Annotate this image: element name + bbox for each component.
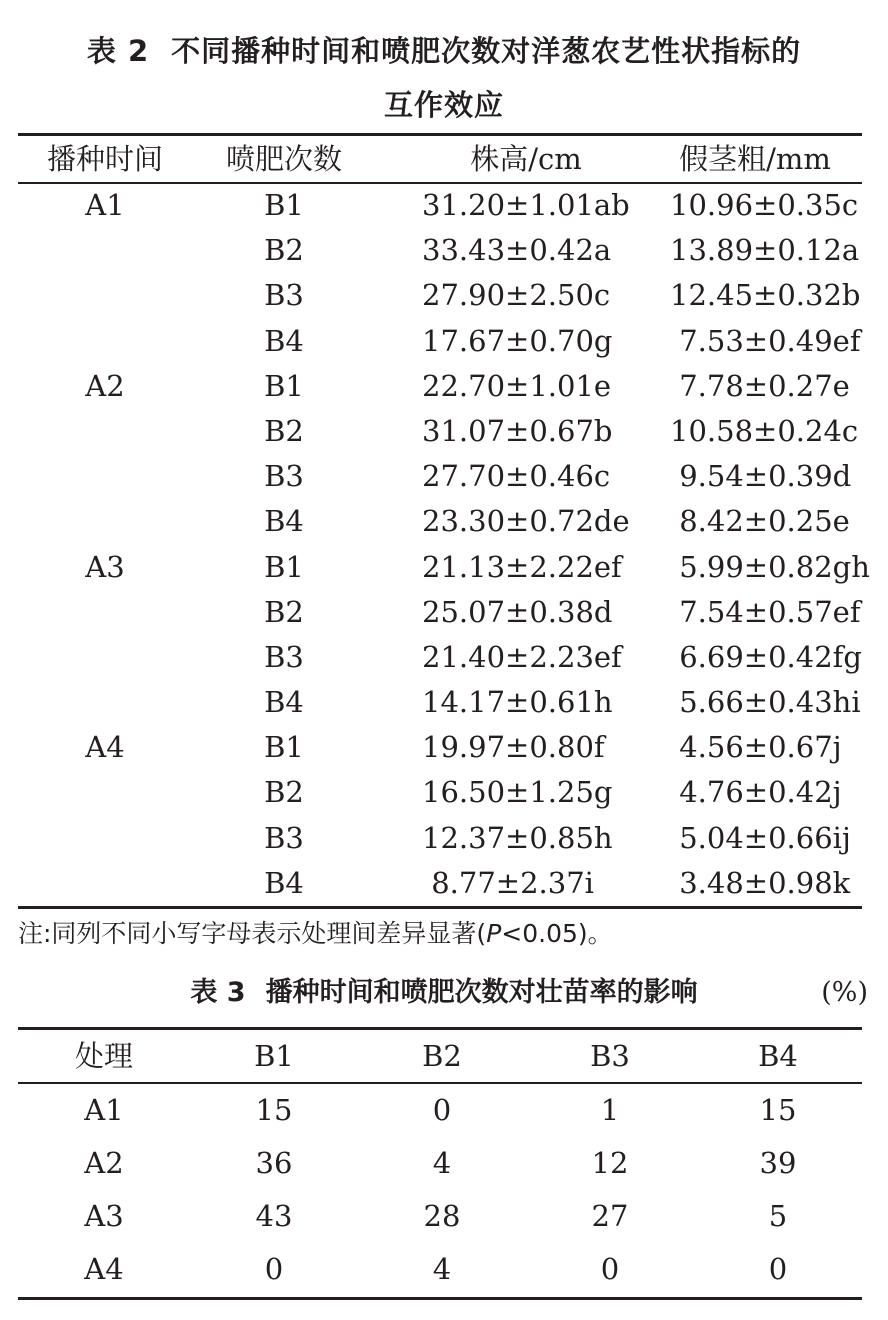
table2-row <box>18 228 862 273</box>
pseudostem-cell: 7.53±0.49ef <box>670 323 861 358</box>
table3-row <box>18 1084 862 1137</box>
rate-cell: 4 <box>432 1252 452 1286</box>
plant-height-cell: 19.97±0.80f <box>422 730 605 765</box>
spray-times-cell: B4 <box>264 323 304 358</box>
table3-header-row <box>18 1030 862 1082</box>
rate-cell: 43 <box>255 1199 293 1233</box>
note-p-symbol: P <box>486 919 502 948</box>
plant-height-cell: 27.90±2.50c <box>422 278 611 313</box>
pseudostem-cell: 5.04±0.66ij <box>670 820 851 855</box>
plant-height-cell: 21.13±2.22ef <box>422 549 622 584</box>
rate-cell: 5 <box>768 1199 788 1233</box>
plant-height-cell: 8.77±2.37i <box>422 865 594 900</box>
sowing-time-cell: A1 <box>85 188 125 222</box>
rate-cell: 1 <box>600 1093 620 1127</box>
note-prefix: 注:同列不同小写字母表示处理间差异显著( <box>18 919 487 948</box>
rate-cell: 15 <box>255 1093 293 1127</box>
pseudostem-cell: 13.89±0.12a <box>670 233 860 268</box>
pseudostem-cell: 6.69±0.42fg <box>670 639 862 674</box>
table2-row <box>18 635 862 680</box>
pseudostem-cell: 5.99±0.82gh <box>670 549 870 584</box>
treatment-cell: A4 <box>84 1252 124 1286</box>
rate-cell: 12 <box>591 1146 629 1180</box>
table2-row <box>18 409 862 454</box>
table2-title-line1 <box>0 24 888 78</box>
treatment-cell: A1 <box>84 1093 124 1127</box>
spray-times-cell: B1 <box>264 188 304 222</box>
rate-cell: 0 <box>600 1252 620 1286</box>
plant-height-cell: 22.70±1.01e <box>422 368 612 403</box>
plant-height-cell: 17.67±0.70g <box>422 323 613 358</box>
plant-height-cell: 14.17±0.61h <box>422 685 613 720</box>
treatment-cell: A2 <box>84 1146 124 1180</box>
table2-header-plant-height: 株高/cm <box>470 142 582 176</box>
spray-times-cell: B4 <box>264 865 304 900</box>
table2-row <box>18 770 862 815</box>
spray-times-cell: B4 <box>264 504 304 539</box>
table3-body <box>18 1084 862 1296</box>
pseudostem-cell: 4.56±0.67j <box>670 730 842 765</box>
rate-cell: 0 <box>432 1093 452 1127</box>
table2-body <box>18 183 870 906</box>
note-suffix: <0.05)。 <box>501 919 613 948</box>
table2-header-sowing-time: 播种时间 <box>46 142 163 176</box>
rate-cell: 15 <box>759 1093 797 1127</box>
plant-height-cell: 33.43±0.42a <box>422 233 612 268</box>
rate-cell: 28 <box>423 1199 461 1233</box>
table3-title <box>0 968 888 1018</box>
table2-row <box>18 861 862 906</box>
spray-times-cell: B3 <box>264 820 304 855</box>
pseudostem-cell: 4.76±0.42j <box>670 775 842 810</box>
table3-header-b4: B4 <box>758 1039 798 1073</box>
spray-times-cell: B2 <box>264 233 304 268</box>
table2-row <box>18 816 862 861</box>
spray-times-cell: B3 <box>264 639 304 674</box>
spray-times-cell: B2 <box>264 413 304 448</box>
spray-times-cell: B2 <box>264 775 304 810</box>
table2-note <box>18 912 878 956</box>
spray-times-cell: B1 <box>264 730 304 765</box>
pseudostem-cell: 7.54±0.57ef <box>670 594 861 629</box>
rate-cell: 39 <box>759 1146 797 1180</box>
pseudostem-cell: 9.54±0.39d <box>670 459 852 494</box>
table2-bottom-rule <box>18 906 862 909</box>
table2-row <box>18 680 862 725</box>
spray-times-cell: B1 <box>264 368 304 403</box>
table2-row <box>18 273 862 318</box>
table3-header-treatment: 处理 <box>74 1039 133 1073</box>
pseudostem-cell: 3.48±0.98k <box>670 865 851 900</box>
table2-row <box>18 183 862 228</box>
plant-height-cell: 25.07±0.38d <box>422 594 613 629</box>
plant-height-cell: 31.20±1.01ab <box>422 188 630 222</box>
rate-cell: 36 <box>255 1146 293 1180</box>
table2-row <box>18 725 862 770</box>
table2-row <box>18 590 862 635</box>
table2-row <box>18 364 862 409</box>
rate-cell: 0 <box>768 1252 788 1286</box>
sowing-time-cell: A3 <box>85 549 125 584</box>
table2-header-row <box>18 135 862 183</box>
sowing-time-cell: A4 <box>85 730 125 765</box>
plant-height-cell: 21.40±2.23ef <box>422 639 622 674</box>
spray-times-cell: B4 <box>264 685 304 720</box>
table2-title-text: 不同播种时间和喷肥次数对洋葱农艺性状指标的 <box>171 34 802 68</box>
table3-row <box>18 1137 862 1190</box>
spray-times-cell: B2 <box>264 594 304 629</box>
rate-cell: 4 <box>432 1146 452 1180</box>
pseudostem-cell: 10.96±0.35c <box>670 188 859 222</box>
table3-header-b3: B3 <box>590 1039 630 1073</box>
table2-title-line2: 互作效应 <box>383 88 504 122</box>
table2-row <box>18 319 862 364</box>
table2-number: 表 2 <box>86 34 150 68</box>
sowing-time-cell: A2 <box>85 368 125 403</box>
table3-number: 表 3 <box>190 977 246 1008</box>
pseudostem-cell: 7.78±0.27e <box>670 368 850 403</box>
table2-row <box>18 499 862 544</box>
rate-cell: 0 <box>264 1252 284 1286</box>
table3-unit: (%) <box>821 977 868 1008</box>
treatment-cell: A3 <box>84 1199 124 1233</box>
table3-header-b2: B2 <box>422 1039 462 1073</box>
table3-row <box>18 1243 862 1296</box>
table2-title <box>0 24 888 132</box>
pseudostem-cell: 8.42±0.25e <box>670 504 850 539</box>
table3-header-b1: B1 <box>254 1039 294 1073</box>
plant-height-cell: 31.07±0.67b <box>422 413 613 448</box>
table2-row <box>18 545 870 590</box>
table3-bottom-rule <box>18 1297 862 1300</box>
table2-row <box>18 454 862 499</box>
spray-times-cell: B3 <box>264 278 304 313</box>
spray-times-cell: B3 <box>264 459 304 494</box>
table3-title-text: 播种时间和喷肥次数对壮苗率的影响 <box>265 977 698 1008</box>
rate-cell: 27 <box>591 1199 629 1233</box>
table2-header-pseudostem: 假茎粗/mm <box>679 142 831 176</box>
plant-height-cell: 27.70±0.46c <box>422 459 611 494</box>
spray-times-cell: B1 <box>264 549 304 584</box>
pseudostem-cell: 12.45±0.32b <box>670 278 861 313</box>
pseudostem-cell: 5.66±0.43hi <box>670 685 861 720</box>
table2-header-spray-times: 喷肥次数 <box>225 142 342 176</box>
plant-height-cell: 12.37±0.85h <box>422 820 613 855</box>
table3-row <box>18 1190 862 1243</box>
pseudostem-cell: 10.58±0.24c <box>670 413 859 448</box>
plant-height-cell: 16.50±1.25g <box>422 775 613 810</box>
plant-height-cell: 23.30±0.72de <box>422 504 630 539</box>
